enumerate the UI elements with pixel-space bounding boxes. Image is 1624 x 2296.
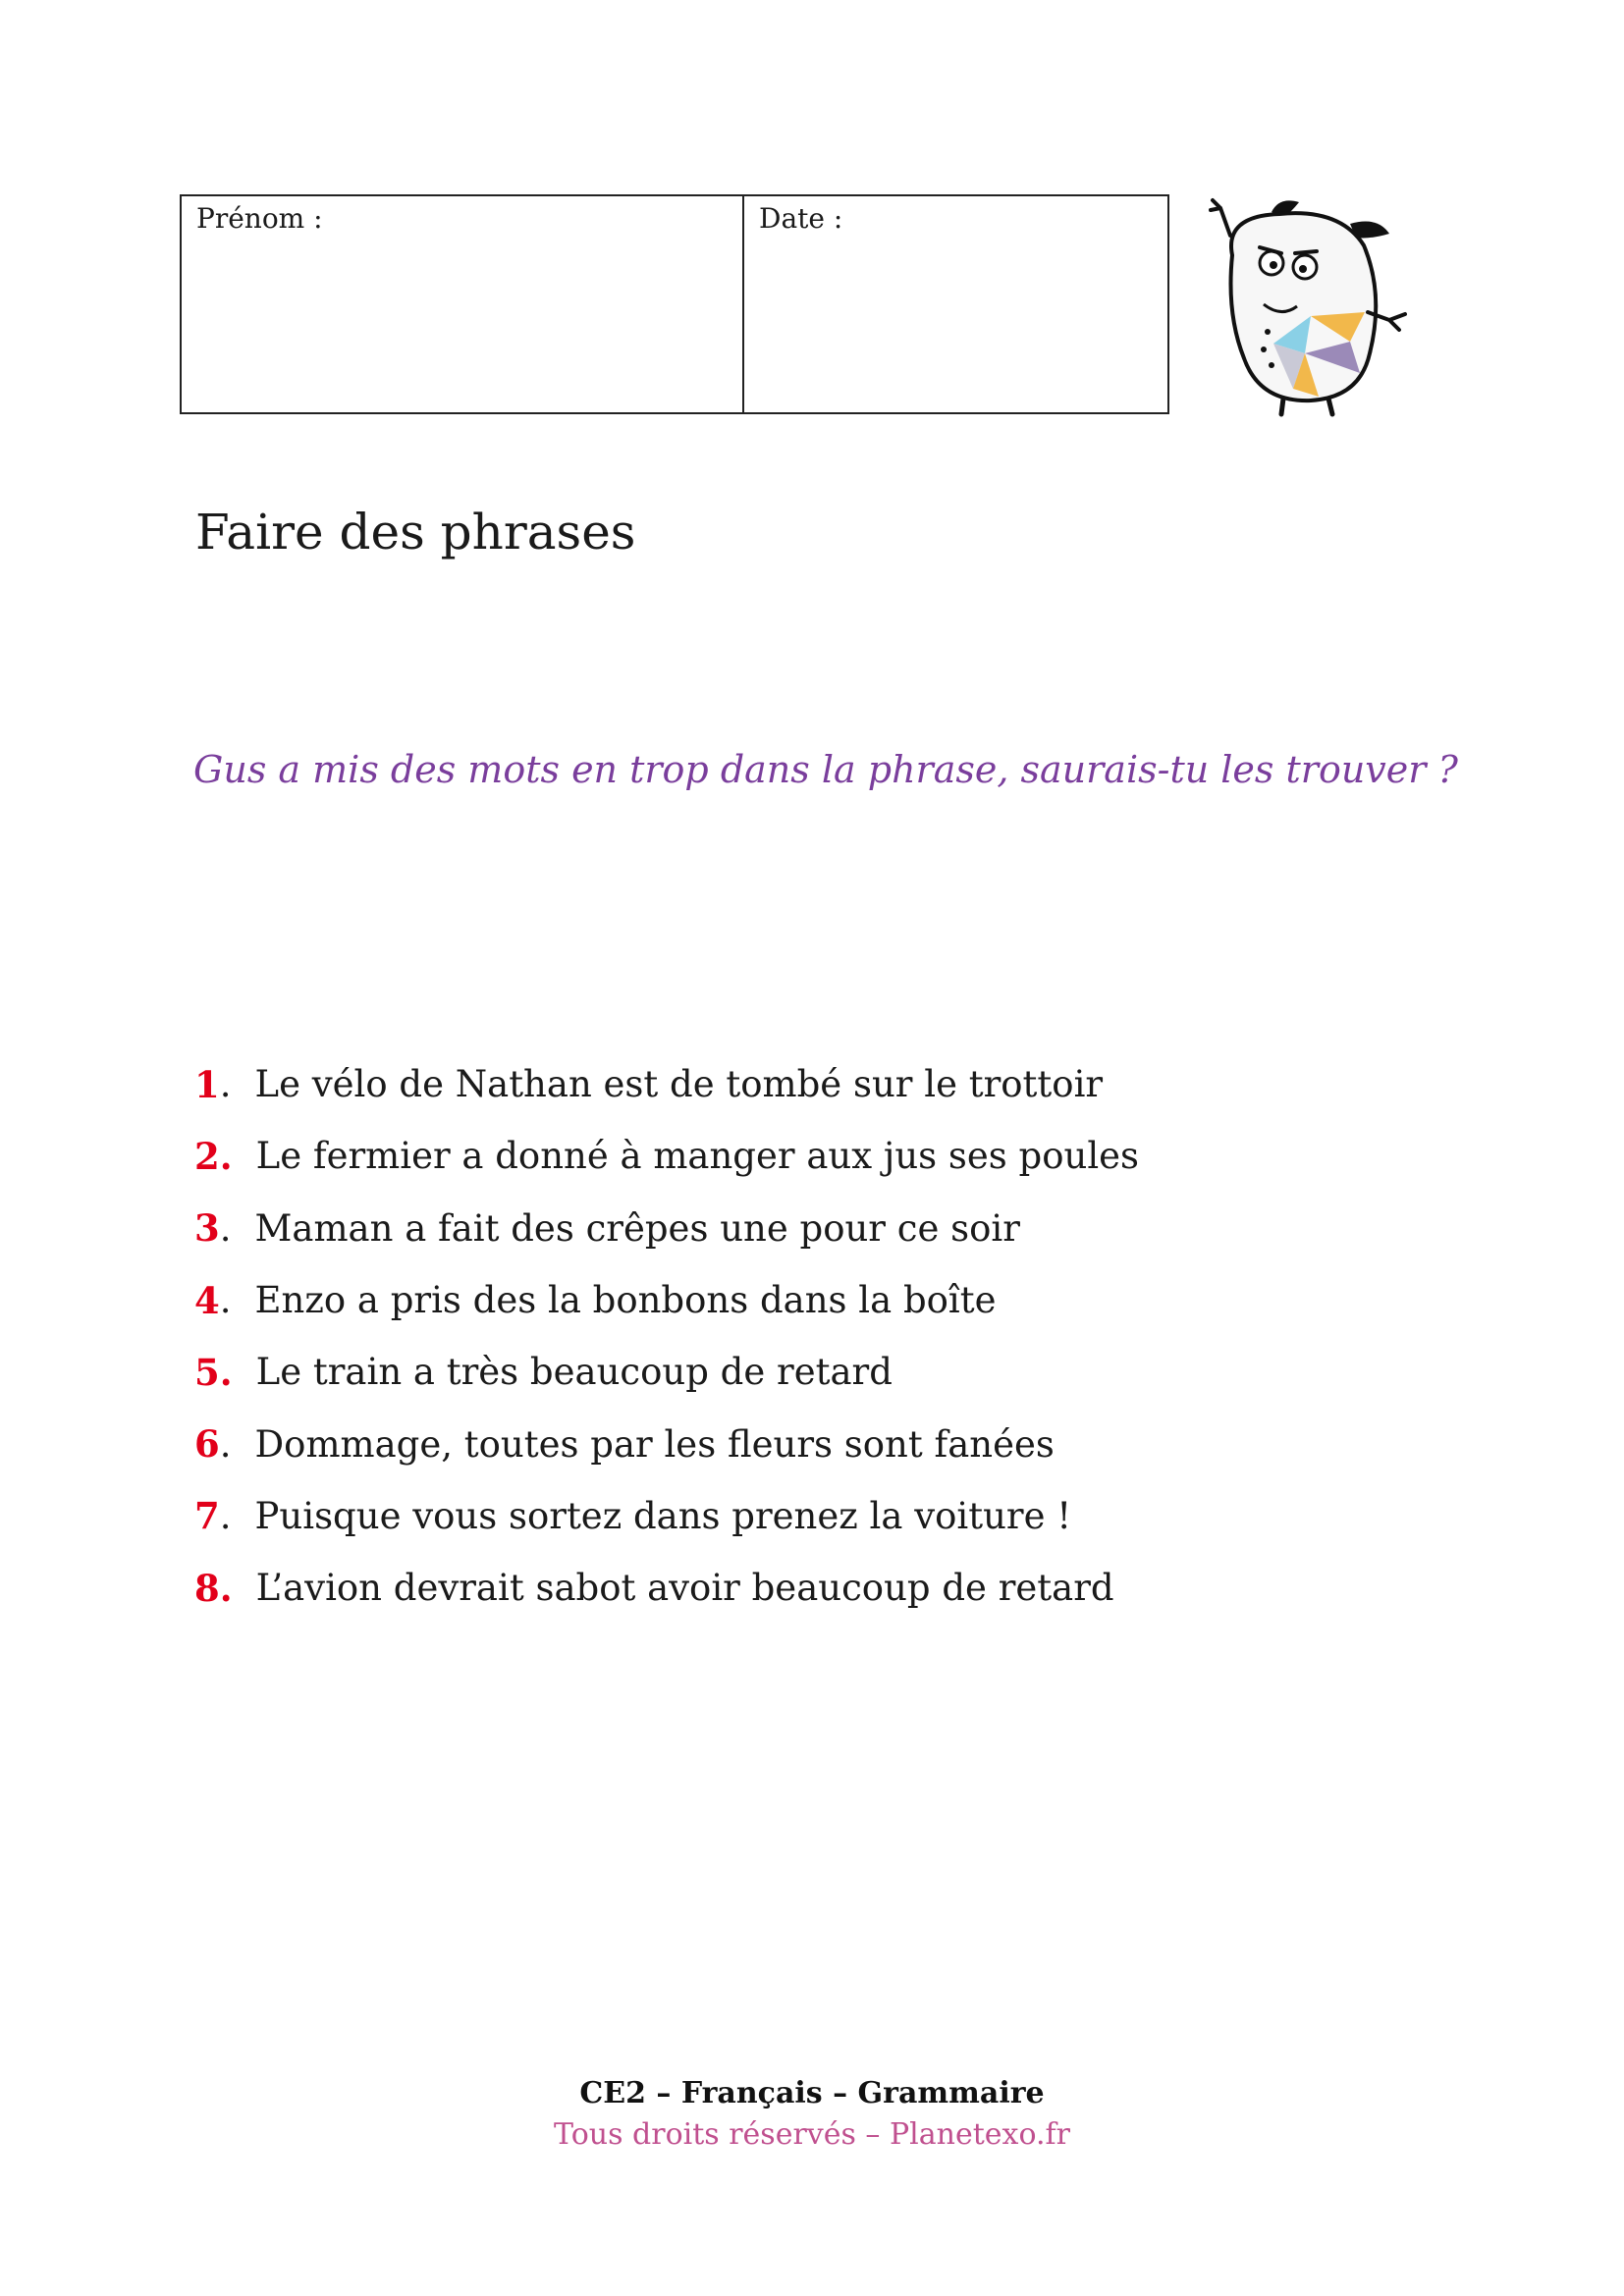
exercise-number: 6 — [194, 1422, 220, 1467]
exercise-sentence: L’avion devrait sabot avoir beaucoup de retard — [255, 1567, 1114, 1610]
sheep-mascot-icon — [1203, 196, 1414, 417]
exercise-number: 7 — [194, 1494, 220, 1538]
exercise-sentence: Puisque vous sortez dans prenez la voiture ! — [254, 1494, 1072, 1537]
exercise-number: 4 — [194, 1278, 220, 1322]
exercise-sentence: Dommage, toutes par les fleurs sont fanées — [254, 1422, 1055, 1466]
number-dot: . — [219, 1279, 232, 1322]
exercise-sentence: Le fermier a donné à manger aux jus ses poules — [255, 1135, 1140, 1178]
number-dot: . — [219, 1063, 232, 1106]
exercise-item — [194, 1120, 1139, 1192]
number-dot: . — [219, 1422, 232, 1466]
exercise-number: 3 — [194, 1206, 220, 1251]
number-dot: . — [219, 1566, 233, 1610]
number-dot: . — [219, 1134, 233, 1178]
instruction-text: Gus a mis des mots en trop dans la phrase, saurais-tu les trouver ? — [193, 748, 1458, 791]
exercise-item — [194, 1336, 1139, 1408]
exercise-item — [194, 1193, 1139, 1264]
exercise-item — [194, 1480, 1139, 1552]
date-label: Date : — [759, 202, 843, 235]
exercise-list — [194, 1048, 1139, 1624]
exercise-sentence: Enzo a pris des la bonbons dans la boîte — [254, 1279, 997, 1322]
number-dot: . — [219, 1206, 232, 1250]
exercise-item — [194, 1048, 1139, 1120]
page-title: Faire des phrases — [195, 504, 636, 561]
exercise-item — [194, 1408, 1139, 1479]
number-dot: . — [219, 1494, 232, 1537]
footer-copyright: Tous droits réservés – Planetexo.fr — [554, 2117, 1070, 2152]
exercise-sentence: Maman a fait des crêpes une pour ce soir — [254, 1206, 1020, 1250]
exercise-sentence: Le vélo de Nathan est de tombé sur le trottoir — [254, 1063, 1104, 1106]
exercise-number: 8 — [194, 1566, 220, 1610]
student-info-table — [180, 194, 1169, 414]
exercise-number: 1 — [194, 1062, 220, 1106]
prenom-label: Prénom : — [196, 202, 323, 235]
exercise-item — [194, 1264, 1139, 1336]
prenom-field[interactable] — [182, 196, 744, 412]
exercise-sentence: Le train a très beaucoup de retard — [255, 1351, 893, 1394]
number-dot: . — [219, 1350, 233, 1394]
exercise-number: 5 — [194, 1350, 220, 1394]
date-field[interactable] — [744, 196, 1167, 412]
exercise-item — [194, 1552, 1139, 1624]
exercise-number: 2 — [194, 1134, 220, 1178]
footer-subject: CE2 – Français – Grammaire — [579, 2076, 1045, 2110]
